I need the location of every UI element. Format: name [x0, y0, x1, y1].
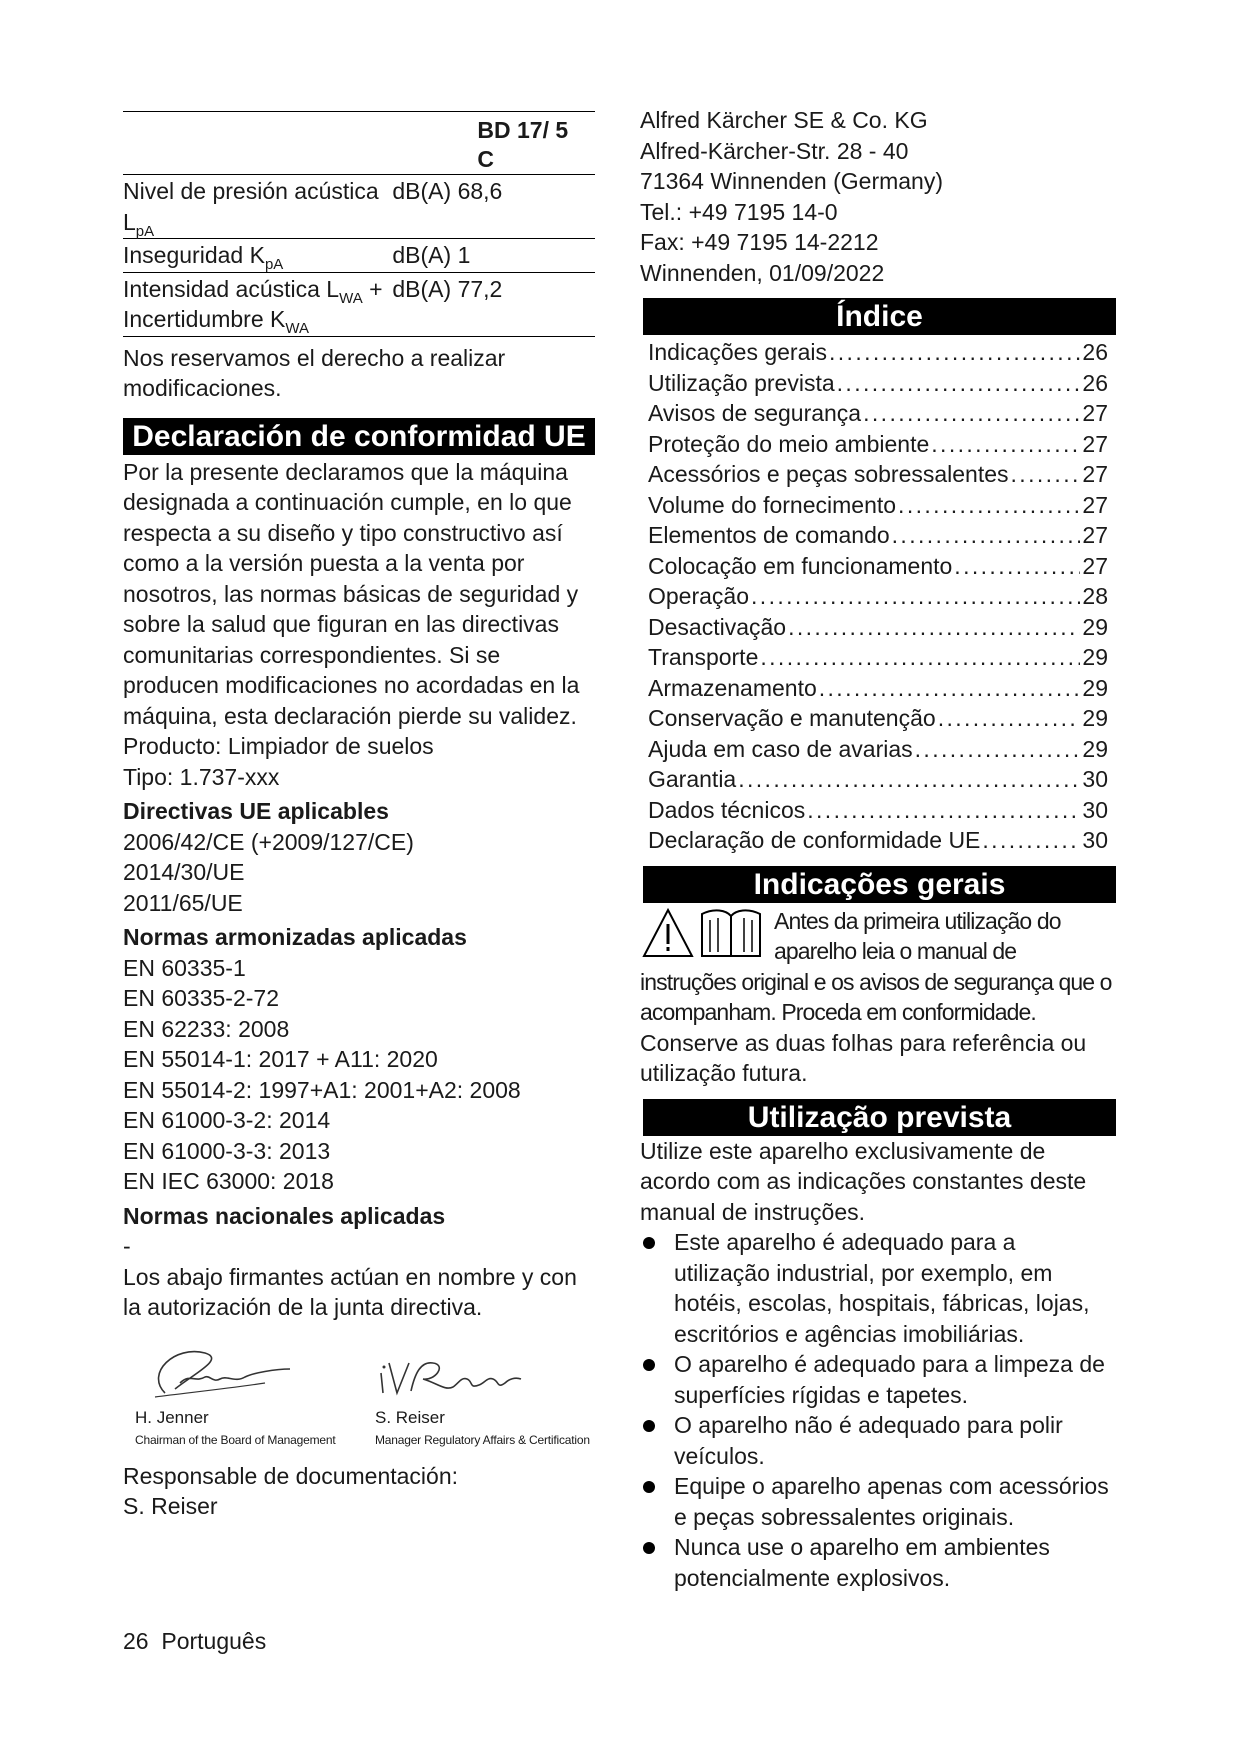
sig1-role: Chairman of the Board of Management [135, 1433, 336, 1447]
norms-heading: Normas armonizadas aplicadas [123, 924, 467, 950]
toc-entry[interactable]: Utilização prevista . . . 26 [640, 368, 1116, 399]
signature-block [123, 1343, 595, 1461]
declaration-heading: Declaración de conformidad UE [123, 418, 595, 455]
type-line: Tipo: 1.737-xxx [123, 763, 280, 790]
page-footer [123, 1626, 266, 1657]
list-item: 2006/42/CE (+2009/127/CE) [123, 828, 414, 855]
list-item: 2014/30/UE [123, 859, 245, 885]
toc-entry[interactable]: Operação . . . 28 [640, 581, 1116, 612]
general-warning [640, 906, 1116, 1028]
table-row: Intensidad acústica $L_{WA}$ + Incertidumbre $K_{WA}$ dB(A) 77,2 [123, 272, 595, 336]
sig2-name: S. Reiser [375, 1408, 445, 1427]
address-line: Tel.: +49 7195 14-0 [640, 198, 838, 225]
directives-heading: Directivas UE aplicables [123, 798, 389, 824]
toc-entry[interactable]: Indicações gerais . . . 26 [640, 337, 1116, 368]
toc-entry[interactable]: Volume do fornecimento . . . 27 [640, 490, 1116, 521]
toc-entry[interactable]: Declaração de conformidade UE . . . 30 [640, 825, 1116, 856]
list-item: EN 60335-1 [123, 954, 246, 981]
product-line: Producto: Limpiador de suelos [123, 733, 434, 759]
general-warning-text: Antes da primeira utilização do aparelho leia o manual de instruções original e os avisos de segurança que o acompanham. Proceda em conformidade. [640, 907, 1112, 1025]
address-line: 71364 Winnenden (Germany) [640, 168, 943, 194]
directives-list [123, 827, 595, 919]
national-norms-value: - [123, 1233, 131, 1259]
company-address [640, 105, 1116, 288]
list-item: O aparelho não é adequado para polir veículos. [640, 1410, 1116, 1471]
reserve-note: Nos reservamos el derecho a realizar modificaciones. [123, 344, 506, 401]
signatories-text: Los abajo firmantes actúan en nombre y con la autorización de la junta directiva. [123, 1263, 577, 1320]
list-item: EN IEC 63000: 2018 [123, 1168, 334, 1194]
signature-jenner-image [135, 1343, 295, 1401]
left-column [123, 111, 595, 1522]
toc-entry[interactable]: Garantia . . . 30 [640, 764, 1116, 795]
signature-reiser-image [375, 1343, 535, 1401]
toc-entry[interactable]: Dados técnicos . . . 30 [640, 795, 1116, 826]
general-heading: Indicações gerais [643, 866, 1116, 903]
norms-list [123, 953, 595, 1197]
doc-responsible-name: S. Reiser [123, 1493, 218, 1519]
spec-table-header: BD 17/ 5 C [392, 112, 595, 175]
index-heading: Índice [643, 298, 1116, 335]
address-line: Winnenden, 01/09/2022 [640, 259, 885, 286]
page-number: 26 [123, 1628, 149, 1654]
list-item: EN 62233: 2008 [123, 1015, 290, 1042]
use-bullets [640, 1227, 1116, 1593]
right-column [640, 105, 1116, 1593]
sig1-name: H. Jenner [135, 1408, 209, 1427]
toc-entry[interactable]: Ajuda em caso de avarias . . . 29 [640, 734, 1116, 765]
toc-entry[interactable]: Desactivação . . . 29 [640, 612, 1116, 643]
list-item: EN 55014-2: 1997+A1: 2001+A2: 2008 [123, 1076, 521, 1103]
spec-table [123, 111, 595, 337]
list-item: 2011/65/UE [123, 889, 243, 916]
national-norms-heading: Normas nacionales aplicadas [123, 1202, 446, 1229]
use-heading: Utilização prevista [643, 1099, 1116, 1136]
declaration-text: Por la presente declaramos que la máquina designada a continuación cumple, en lo que respecta a su diseño y tipo constructivo así como a la versión puesta a la venta por nosotros, las normas básicas de seguridad y sobre la salud que figuran en las directivas comunitarias correspondientes. Si se producen modificaciones no acordadas en la máquina, esta declaración pierde su validez. [123, 458, 580, 729]
address-line: Alfred Kärcher SE & Co. KG [640, 107, 928, 133]
list-item: EN 61000-3-2: 2014 [123, 1107, 331, 1133]
list-item: EN 61000-3-3: 2013 [123, 1137, 331, 1164]
table-of-contents [640, 337, 1116, 856]
toc-entry[interactable]: Elementos de comando . . . 27 [640, 520, 1116, 551]
list-item: Este aparelho é adequado para a utilização industrial, por exemplo, em hotéis, escolas, hospitais, fábricas, lojas, escritórios e agências imobiliárias. [640, 1227, 1116, 1349]
address-line: Fax: +49 7195 14-2212 [640, 229, 879, 255]
table-row: Nivel de presión acústica $L_{pA}$ dB(A) 68,6 [123, 175, 595, 239]
list-item: O aparelho é adequado para a limpeza de superfícies rígidas e tapetes. [640, 1349, 1116, 1410]
general-keep-text: Conserve as duas folhas para referência ou utilização futura. [640, 1029, 1087, 1086]
toc-entry[interactable]: Avisos de segurança . . . 27 [640, 398, 1116, 429]
warning-manual-icon [640, 906, 768, 960]
toc-entry[interactable]: Transporte . . . 29 [640, 642, 1116, 673]
sig2-role: Manager Regulatory Affairs & Certification [375, 1433, 590, 1447]
list-item: Equipe o aparelho apenas com acessórios e peças sobressalentes originais. [640, 1471, 1116, 1532]
toc-entry[interactable]: Conservação e manutenção . . . 29 [640, 703, 1116, 734]
toc-entry[interactable]: Proteção do meio ambiente . . . 27 [640, 429, 1116, 460]
toc-entry[interactable]: Armazenamento . . . 29 [640, 673, 1116, 704]
footer-language: Português [161, 1628, 267, 1654]
address-line: Alfred-Kärcher-Str. 28 - 40 [640, 137, 909, 164]
doc-responsible-label: Responsable de documentación: [123, 1462, 459, 1489]
toc-entry[interactable]: Acessórios e peças sobressalentes . . . 27 [640, 459, 1116, 490]
signature-reiser [375, 1343, 605, 1448]
toc-entry[interactable]: Colocação em funcionamento . . . 27 [640, 551, 1116, 582]
use-intro: Utilize este aparelho exclusivamente de acordo com as indicações constantes deste manual de instruções. [640, 1137, 1087, 1225]
table-row: Inseguridad $K_{pA}$ dB(A) 1 [123, 239, 595, 273]
list-item: EN 60335-2-72 [123, 985, 279, 1011]
list-item: EN 55014-1: 2017 + A11: 2020 [123, 1046, 438, 1072]
list-item: Nunca use o aparelho em ambientes potencialmente explosivos. [640, 1532, 1116, 1593]
signature-jenner [135, 1343, 365, 1448]
